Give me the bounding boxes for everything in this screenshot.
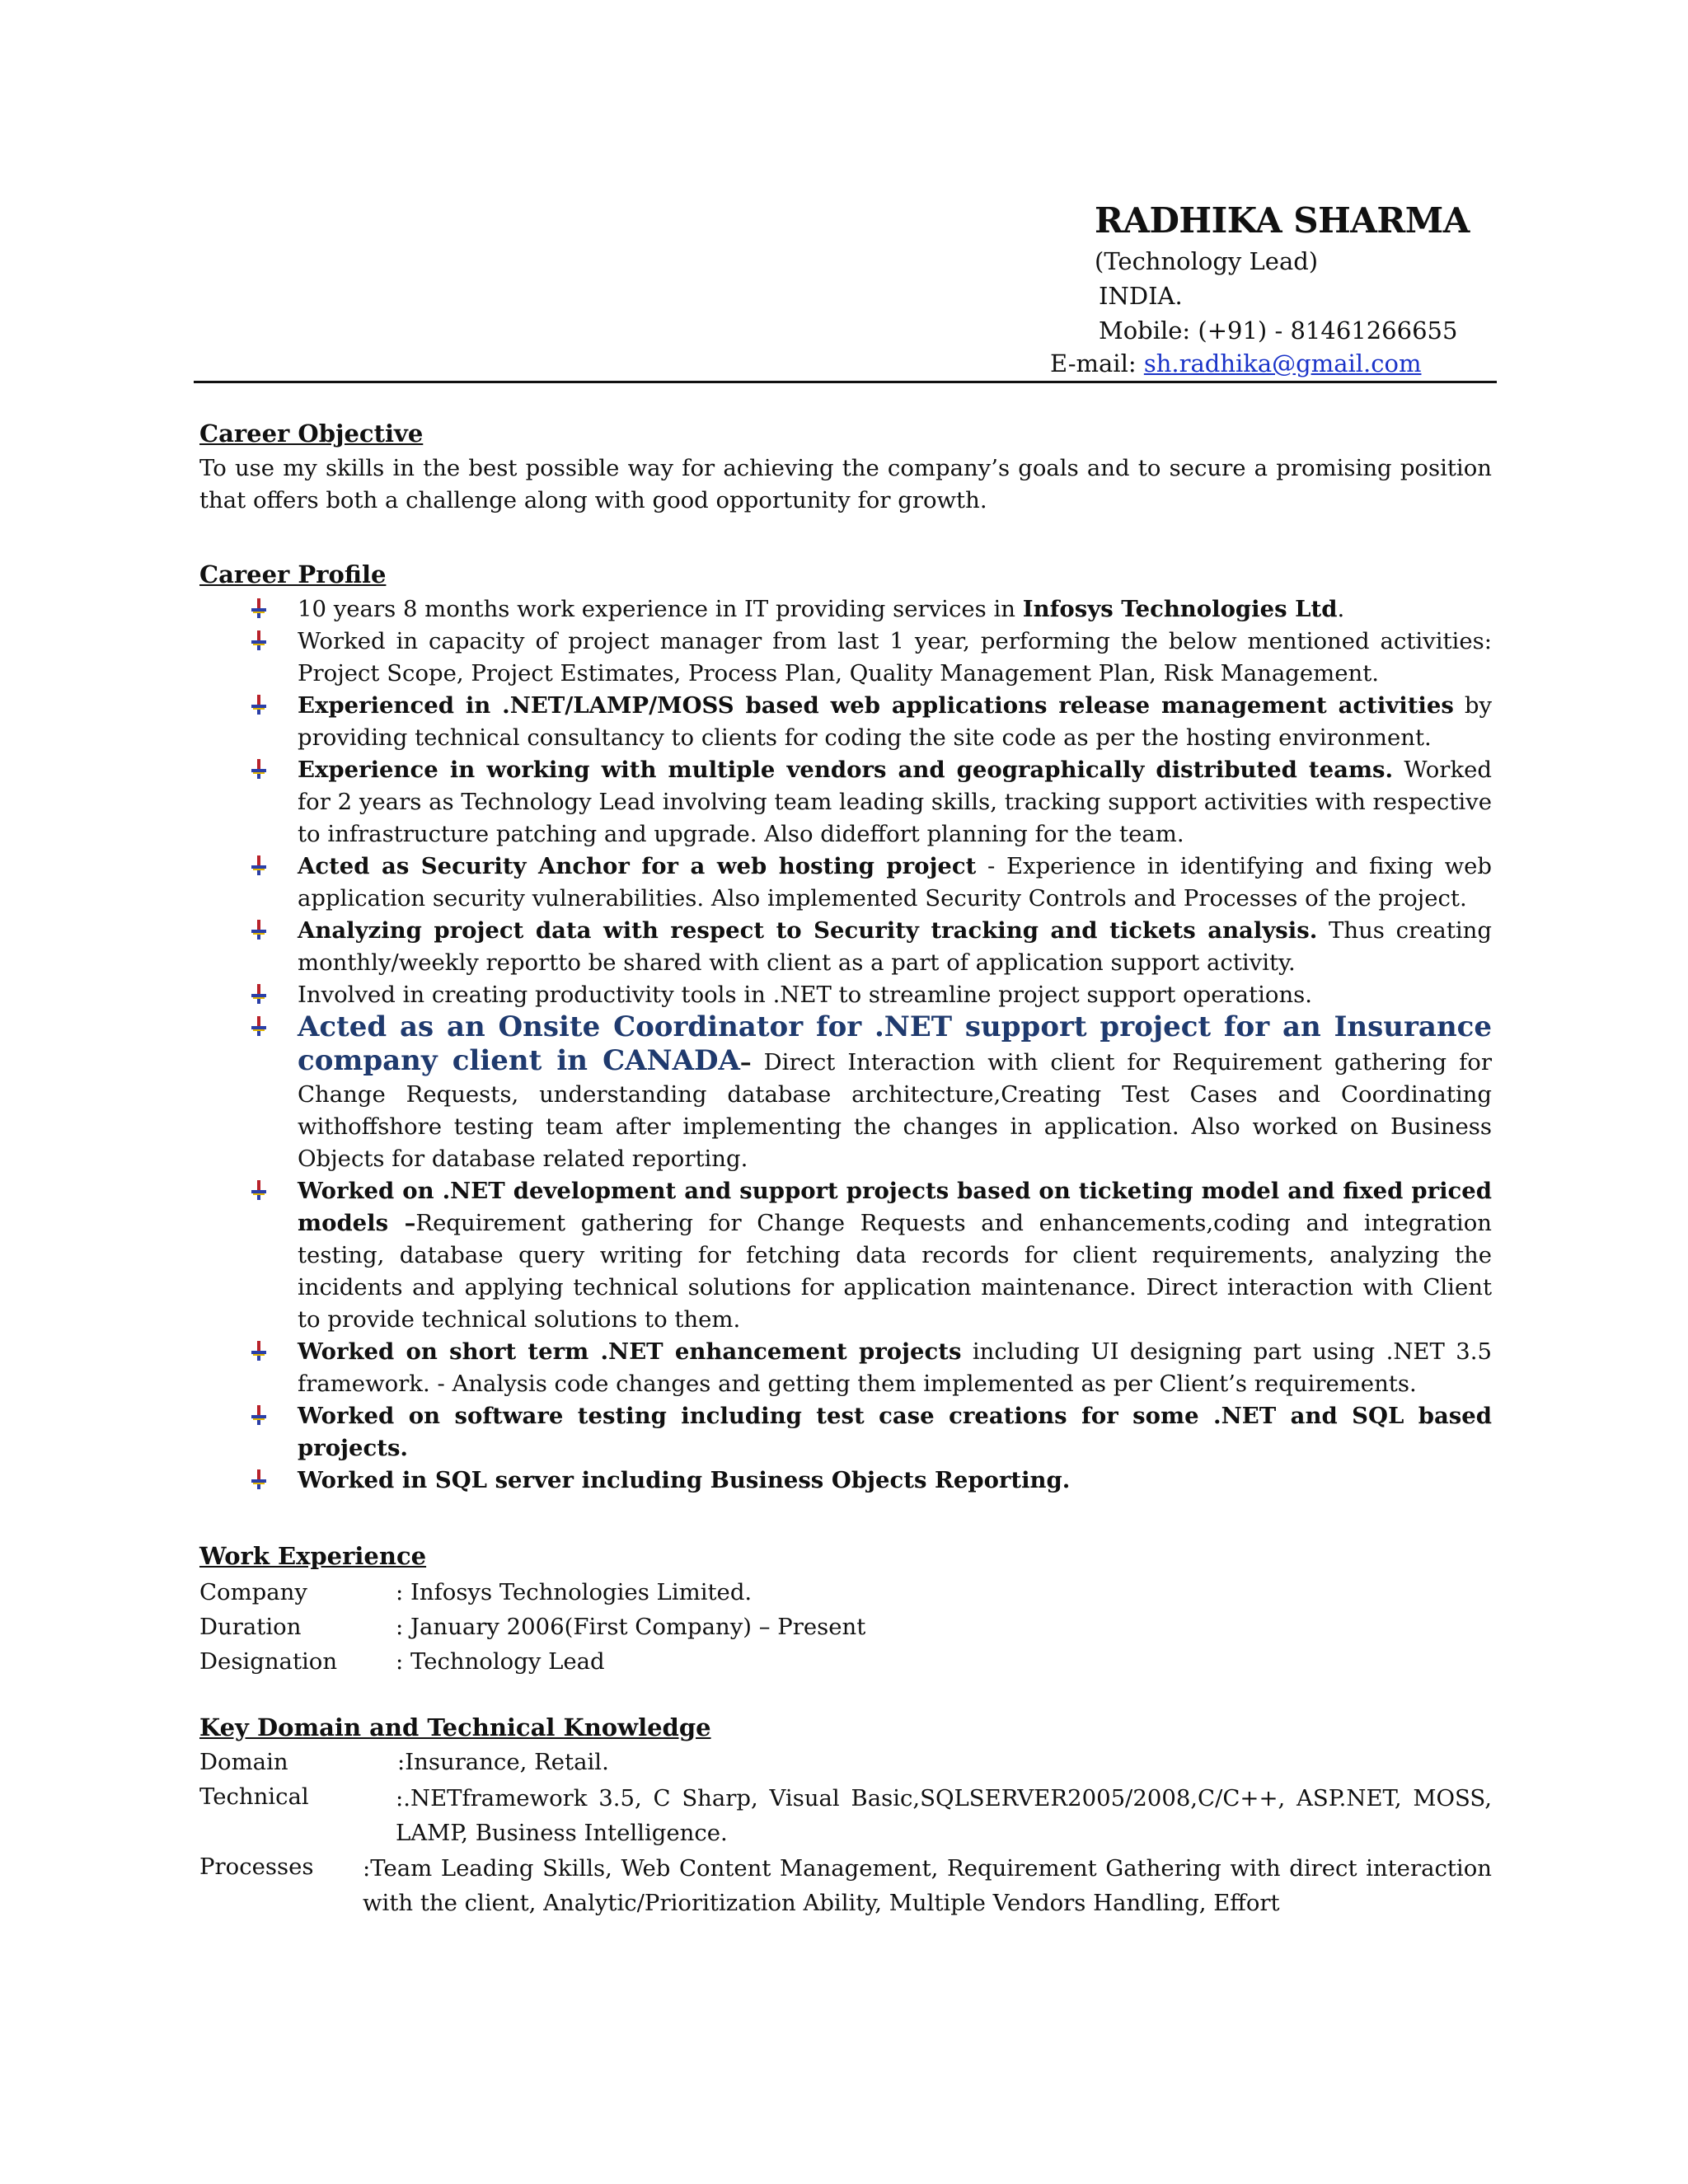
processes-text: :Team Leading Skills, Web Content Management, Requirement Gathering with direct interaction with the client, Analytic/Prioritization Ability, Multiple Vendors Handling, Effort [363, 1855, 1492, 1916]
item-text-bold: Worked on .NET development and support projects based on ticketing model and fixed priced models – [298, 1178, 1492, 1236]
processes-row [199, 1851, 1492, 1920]
career-profile-item-text [298, 1336, 1492, 1400]
arrow-bullet-icon [251, 695, 267, 715]
email-line [1050, 346, 1421, 381]
item-text-regular: Worked for 2 years as Technology Lead involving team leading skills, tracking support activities with respective to infrastructure patching and upgrade. Also dideffort planning for the team. [298, 757, 1492, 847]
item-text-regular: . [1337, 596, 1345, 622]
highlight-dash: – [739, 1049, 752, 1076]
work-row-duration [199, 1610, 1492, 1644]
work-label: Designation [199, 1648, 338, 1675]
career-objective-text: To use my skills in the best possible way for achieving the company’s goals and to secure a promising position that offers both a challenge along with good opportunity for growth. [199, 455, 1492, 513]
technical-value: :.NETframework 3.5, C Sharp, Visual Basic,SQLSERVER2005/2008,C/C++, ASP.NET, MOSS, LAMP, Business Intelligence. [396, 1785, 1492, 1846]
career-profile-item-text [298, 1400, 1492, 1465]
career-profile-item [199, 754, 1492, 851]
career-profile-heading: Career Profile [199, 560, 387, 588]
item-text-bold: Experienced in .NET/LAMP/MOSS based web applications release management activities [298, 692, 1454, 719]
item-text-bold: Worked in SQL server including Business Objects Reporting. [298, 1467, 1071, 1493]
career-profile-item-text [298, 851, 1492, 915]
candidate-title: (Technology Lead) [1095, 247, 1319, 275]
arrow-bullet-icon [251, 759, 267, 779]
arrow-bullet-icon [251, 920, 267, 940]
domain-label: Domain [199, 1749, 288, 1775]
career-profile-item-text [298, 626, 1492, 690]
arrow-bullet-icon [251, 1016, 267, 1036]
item-text-regular: Thus creating monthly/weekly reportto be shared with client as a part of application support activity. [298, 917, 1492, 976]
career-profile-item [199, 915, 1492, 979]
career-profile-item-text [298, 1011, 1492, 1175]
arrow-bullet-icon [251, 855, 267, 875]
item-text-bold: Analyzing project data with respect to Security tracking and tickets analysis. [298, 917, 1318, 944]
career-profile-item [199, 690, 1492, 754]
career-profile-item-text [298, 593, 1492, 626]
arrow-bullet-icon [251, 1341, 267, 1361]
technical-label: Technical [199, 1783, 309, 1810]
item-text-regular: including UI designing part using .NET 3.5 framework. - Analysis code changes and getting them implemented as per Client’s requirements. [298, 1338, 1492, 1397]
key-domain-heading: Key Domain and Technical Knowledge [199, 1713, 711, 1741]
arrow-bullet-icon [251, 598, 267, 618]
career-profile-item [199, 1175, 1492, 1336]
item-text-bold: Worked on software testing including test case creations for some .NET and SQL based projects. [298, 1403, 1492, 1461]
email-link[interactable]: sh.radhika@gmail.com [1143, 349, 1422, 377]
item-text-bold: Infosys Technologies Ltd [1022, 596, 1338, 622]
career-profile-item [199, 851, 1492, 915]
highlight-text: Acted as an Onsite Coordinator for .NET support project for an Insurance company client in CANADA [298, 1010, 1492, 1077]
career-profile-item-text [298, 979, 1492, 1011]
item-text-bold: Worked on short term .NET enhancement projects [298, 1338, 962, 1365]
work-value: : Infosys Technologies Limited. [396, 1579, 753, 1605]
item-text-regular: by providing technical consultancy to clients for coding the site code as per the hosting environment. [298, 692, 1493, 751]
career-profile-item [199, 1465, 1492, 1497]
processes-label: Processes [199, 1854, 314, 1880]
arrow-bullet-icon [251, 1405, 267, 1425]
candidate-mobile: Mobile: (+91) - 81461266655 [1099, 316, 1458, 344]
candidate-country: INDIA. [1099, 282, 1183, 310]
item-text-regular: Direct Interaction with client for Requirement gathering for Change Requests, understanding database architecture,Creating Test Cases and Coordinating withoffshore testing team after implementing the changes in application. Also worked on Business Objects for database related reporting. [298, 1049, 1492, 1172]
item-text-bold: Experience in working with multiple vendors and geographically distributed teams. [298, 757, 1394, 783]
career-profile-item-text [298, 754, 1492, 851]
item-text-regular: Worked in capacity of project manager from last 1 year, performing the below mentioned activities: Project Scope, Project Estimates, Process Plan, Quality Management Plan, Risk Management. [298, 628, 1492, 687]
candidate-name: RADHIKA SHARMA [1095, 200, 1470, 241]
item-text-regular: - Experience in identifying and fixing web application security vulnerabilities. Also implemented Security Controls and Processes of the project. [298, 853, 1492, 912]
career-profile-item-text [298, 1175, 1492, 1336]
career-profile-item [199, 1400, 1492, 1465]
work-row-company [199, 1575, 1492, 1610]
header-divider [194, 381, 1497, 383]
career-profile-list [199, 593, 1492, 1497]
work-value: : January 2006(First Company) – Present [396, 1614, 866, 1640]
career-profile-item [199, 1336, 1492, 1400]
domain-value: :Insurance, Retail. [397, 1749, 609, 1775]
work-label: Company [199, 1579, 307, 1605]
work-label: Duration [199, 1614, 302, 1640]
work-experience-table [199, 1575, 1492, 1679]
career-profile-item-text [298, 915, 1492, 979]
processes-value [363, 1851, 1492, 1920]
item-text-regular: 10 years 8 months work experience in IT providing services in [298, 596, 1023, 622]
career-profile-item-text [298, 690, 1492, 754]
arrow-bullet-icon [251, 984, 267, 1004]
arrow-bullet-icon [251, 630, 267, 650]
career-profile-item [199, 593, 1492, 626]
career-profile-item-text [298, 1465, 1492, 1497]
email-label: E-mail: [1050, 349, 1144, 377]
work-row-designation [199, 1644, 1492, 1679]
arrow-bullet-icon [251, 1180, 267, 1200]
arrow-bullet-icon [251, 1469, 267, 1489]
career-profile-item [199, 979, 1492, 1011]
work-experience-heading: Work Experience [199, 1542, 427, 1570]
contact-header [1095, 198, 1556, 348]
item-text-bold: Acted as Security Anchor for a web hosting project [298, 853, 977, 879]
domain-row [199, 1746, 1492, 1781]
item-text-regular: Requirement gathering for Change Requests and enhancements,coding and integration testing, database query writing for fetching data records for client requirements, analyzing the incidents and applying technical solutions for application maintenance. Direct interaction with Client to provide technical solutions to them. [298, 1210, 1492, 1333]
technical-row [199, 1781, 1492, 1850]
career-profile-item [199, 1011, 1492, 1175]
work-value: : Technology Lead [396, 1648, 605, 1675]
career-objective-heading: Career Objective [199, 419, 424, 448]
career-profile-item [199, 626, 1492, 690]
item-text-regular: Involved in creating productivity tools in .NET to streamline project support operations. [298, 982, 1313, 1008]
